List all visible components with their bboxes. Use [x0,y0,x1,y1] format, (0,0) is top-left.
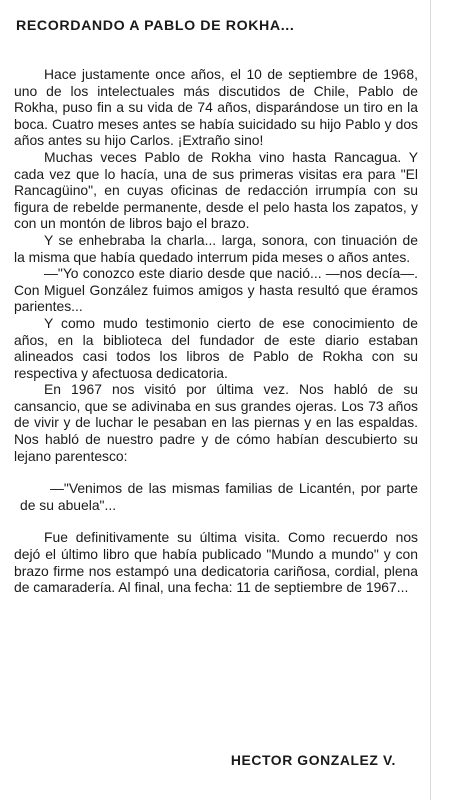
paragraph-6: En 1967 nos visitó por última vez. Nos habló de su cansancio, que se adivinaba en sus grandes ojeras. Los 73 años de vivir y de luchar le pesaban en las piernas y en las espaldas. Nos habló de nuestro padre y de cómo habían descubierto su lejano parentesco: [14,381,418,464]
paragraph-2: Muchas veces Pablo de Rokha vino hasta Rancagua. Y cada vez que lo hacía, una de sus primeras visitas era para "El Rancagüino", en cuyas oficinas de redacción irrumpía con su figura de rebelde permanente, desde el pelo hasta los zapatos, y con un montón de libros bajo el brazo. [14,148,418,232]
article-title: RECORDANDO A PABLO DE ROKHA... [16,18,295,34]
paragraph-4-quote: —"Yo conozco este diario desde que nació... —nos decía—. Con Miguel González fuimos amigos y hasta resultó que éramos parientes... [14,265,418,315]
paragraph-3: Y se enhebraba la charla... larga, sonora, con tinuación de la misma que había quedado interrum pida meses o años antes. [14,231,418,265]
paragraph-8: Fue definitivamente su última visita. Como recuerdo nos dejó el último libro que había publicado "Mundo a mundo" y con brazo firme nos estampó una dedicatoria cariñosa, cordial, plena de camaradería. Al final, una fecha: 11 de septiembre de 1967... [14,529,418,596]
paragraph-7-quote: —"Venimos de las mismas familias de Licantén, por parte de su abuela"... [20,480,418,513]
article-body [14,66,418,596]
paragraph-5: Y como mudo testimonio cierto de ese conocimiento de años, en la biblioteca del fundador de este diario estaban alineados casi todos los libros de Pablo de Rokha con su respectiva y afectuosa dedicatoria. [14,314,418,381]
author-signature: HECTOR GONZALEZ V. [230,752,396,768]
paragraph-1: Hace justamente once años, el 10 de septiembre de 1968, uno de los intelectuales más discutidos de Chile, Pablo de Rokha, puso fin a su vida de 74 años, disparándose un tiro en la boca. Cuatro meses antes se había suicidado su hijo Pablo y dos años antes su hijo Carlos. ¡Extraño sino! [14,66,418,149]
